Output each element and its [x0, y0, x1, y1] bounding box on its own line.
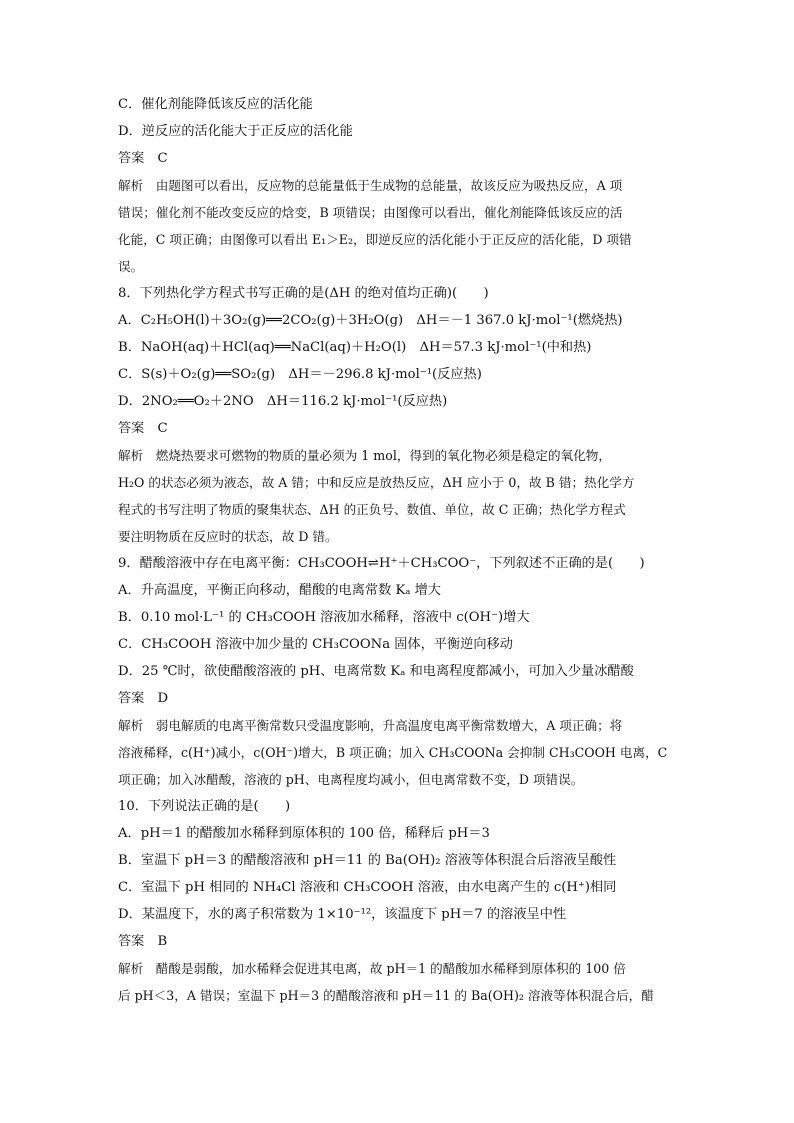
question-8-stem: 8．下列热化学方程式书写正确的是(ΔH 的绝对值均正确)( ) [118, 286, 489, 301]
question-8-explanation: 解析 燃烧热要求可燃物的物质的量必须为 1 mol，得到的氧化物必须是稳定的氧化物， [118, 448, 611, 463]
explanation-line: 解析 由题图可以看出，反应物的总能量低于生成物的总能量，故该反应为吸热反应，A 项 [118, 178, 623, 193]
question-10-answer: 答案 B [118, 934, 168, 949]
question-10-option-a: A．pH＝1 的醋酸加水稀释到原体积的 100 倍，稀释后 pH＝3 [118, 826, 490, 841]
question-9-option-a: A．升高温度，平衡正向移动，醋酸的电离常数 Kₐ 增大 [118, 583, 441, 598]
question-9-explanation: 解析 弱电解质的电离平衡常数只受温度影响，升高温度电离平衡常数增大，A 项正确；将 [118, 718, 623, 733]
explanation-line: 误。 [118, 259, 144, 274]
question-10-stem: 10．下列说法正确的是( ) [118, 799, 291, 814]
question-9-explanation: 溶液稀释，c(H⁺)减小，c(OH⁻)增大，B 项正确；加入 CH₃COONa 会抑制 CH₃COOH 电离，C [118, 745, 668, 760]
question-9-option-c: C．CH₃COOH 溶液中加少量的 CH₃COONa 固体，平衡逆向移动 [118, 637, 513, 652]
explanation-line: 错误；催化剂不能改变反应的焓变，B 项错误；由图像可以看出，催化剂能降低该反应的活 [118, 205, 623, 220]
question-9-explanation: 项正确；加入冰醋酸，溶液的 pH、电离程度均减小，但电离常数不变，D 项错误。 [118, 772, 584, 787]
question-9-stem: 9．醋酸溶液中存在电离平衡：CH₃COOH⇌H⁺＋CH₃COO⁻，下列叙述不正确的是( ) [118, 556, 645, 571]
question-9-option-b: B．0.10 mol·L⁻¹ 的 CH₃COOH 溶液加水稀释，溶液中 c(OH⁻)增大 [118, 610, 530, 625]
question-10-option-d: D．某温度下，水的离子积常数为 1×10⁻¹²，该温度下 pH＝7 的溶液呈中性 [118, 907, 567, 922]
option-d-line: D．逆反应的活化能大于正反应的活化能 [118, 124, 353, 139]
question-8-explanation: H₂O 的状态必须为液态，故 A 错；中和反应是放热反应，ΔH 应小于 0，故 B 错；热化学方 [118, 475, 635, 490]
question-8-option-c: C．S(s)＋O₂(g)══SO₂(g) ΔH＝－296.8 kJ·mol⁻¹(反应热) [118, 367, 482, 382]
question-9-answer: 答案 D [118, 691, 169, 706]
question-10-explanation: 解析 醋酸是弱酸，加水稀释会促进其电离，故 pH＝1 的醋酸加水稀释到原体积的 100 倍 [118, 961, 626, 976]
answer-line: 答案 C [118, 151, 168, 166]
question-10-option-b: B．室温下 pH＝3 的醋酸溶液和 pH＝11 的 Ba(OH)₂ 溶液等体积混合后溶液呈酸性 [118, 853, 617, 868]
question-8-option-d: D．2NO₂══O₂＋2NO ΔH＝116.2 kJ·mol⁻¹(反应热) [118, 394, 448, 409]
question-8-answer: 答案 C [118, 421, 168, 436]
question-8-explanation: 程式的书写注明了物质的聚集状态、ΔH 的正负号、数值、单位，故 C 正确；热化学方程式 [118, 502, 626, 517]
question-10-explanation: 后 pH＜3，A 错误；室温下 pH＝3 的醋酸溶液和 pH＝11 的 Ba(OH)₂ 溶液等体积混合后，醋 [118, 988, 654, 1003]
option-c-line: C．催化剂能降低该反应的活化能 [118, 97, 313, 112]
question-8-explanation: 要注明物质在反应时的状态，故 D 错。 [118, 529, 338, 544]
explanation-line: 化能，C 项正确；由图像可以看出 E₁＞E₂，即逆反应的活化能小于正反应的活化能，D 项错 [118, 232, 632, 247]
question-8-option-b: B．NaOH(aq)＋HCl(aq)══NaCl(aq)＋H₂O(l) ΔH＝57.3 kJ·mol⁻¹(中和热) [118, 340, 592, 355]
question-9-option-d: D．25 ℃时，欲使醋酸溶液的 pH、电离常数 Kₐ 和电离程度都减小，可加入少量冰醋酸 [118, 664, 634, 679]
question-10-option-c: C．室温下 pH 相同的 NH₄Cl 溶液和 CH₃COOH 溶液，由水电离产生的 c(H⁺)相同 [118, 880, 617, 895]
question-8-option-a: A．C₂H₅OH(l)＋3O₂(g)══2CO₂(g)＋3H₂O(g) ΔH＝－1 367.0 kJ·mol⁻¹(燃烧热) [118, 313, 623, 328]
